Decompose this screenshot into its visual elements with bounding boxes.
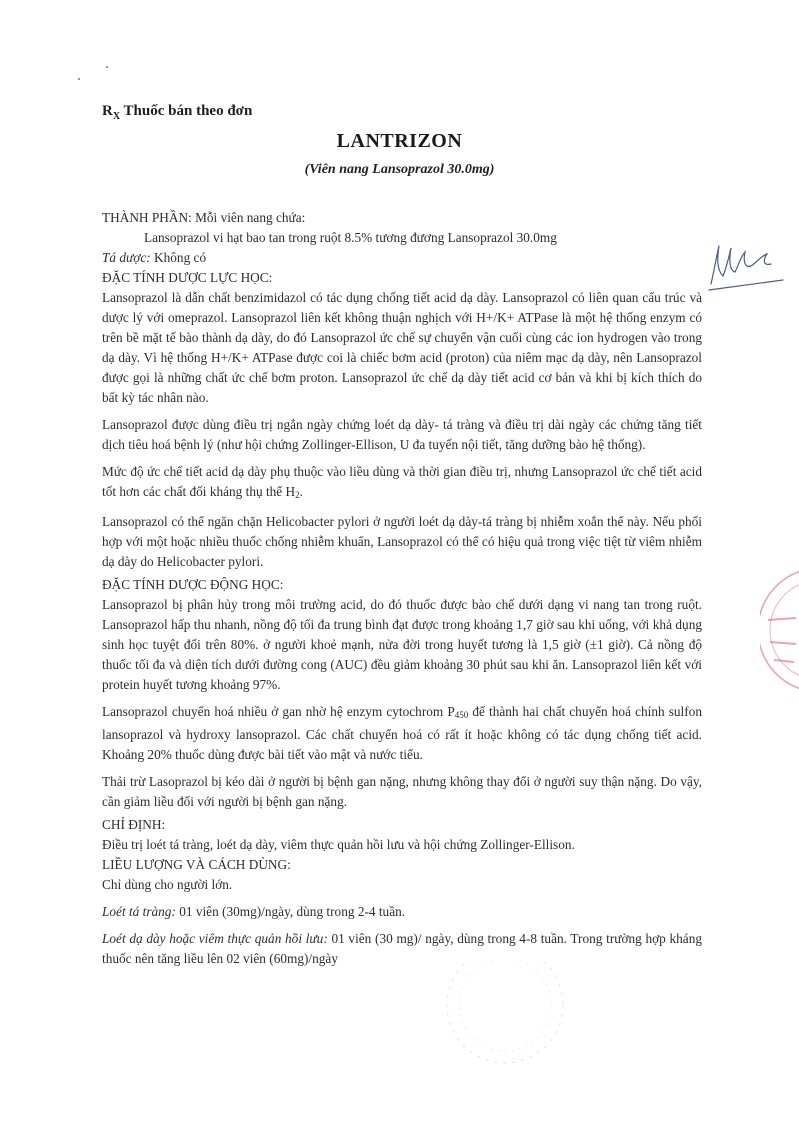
pharmacodynamics-heading: ĐẶC TÍNH DƯỢC LỰC HỌC:: [102, 270, 273, 285]
speck: [78, 78, 80, 80]
dosage-heading: LIỀU LƯỢNG VÀ CÁCH DÙNG:: [102, 857, 291, 872]
product-title: LANTRIZON: [336, 130, 463, 152]
paragraph: Lansoprazol chuyển hoá nhiều ở gan nhờ hệ enzym cytochrom P450 để thành hai chất chuyển hoá chính sulfon lansoprazol và hydroxy lansoprazol. Các chất chuyển hoá có rất ít hoặc không có tác dụng chống tiết acid. Khoảng 20% thuốc dùng được bài tiết vào mật và nước tiểu.: [102, 704, 702, 762]
stamp-icon: [760, 560, 799, 700]
composition-line: Lansoprazol vi hạt bao tan trong ruột 8.5% tương đương Lansoprazol 30.0mg: [144, 230, 557, 245]
paragraph: Điều trị loét tá tràng, loét dạ dày, viêm thực quản hồi lưu và hội chứng Zollinger-Ellison.: [102, 837, 575, 852]
paragraph: Lansoprazol bị phân hủy trong môi trường acid, do đó thuốc được bào chế dưới dạng vi nang tan trong ruột. Lansoprazol hấp thu nhanh, nồng độ tối đa trung bình đạt được trong khoảng 1,7 giờ sau khi uống, với khả dụng sinh học tuyệt đối trên 80%. ở người khoẻ mạnh, nửa đời trong huyết tương là 1,5 giờ (±1 giờ). Cả nồng độ thuốc tối đa và diện tích dưới đường cong (AUC) đều giảm khoảng 30 phút sau khi ăn. Lansoprazol liên kết với protein huyết tương khoảng 97%.: [102, 597, 702, 692]
composition-heading: THÀNH PHẦN: Mỗi viên nang chứa:: [102, 210, 306, 225]
faint-stamp-icon: [440, 960, 570, 1070]
paragraph: Lansoprazol là dẫn chất benzimidazol có tác dụng chống tiết acid dạ dày. Lansoprazol có liên quan cấu trúc và dược lý với omeprazol. Lansoprazol liên kết không thuận nghịch với H+/K+ ATPase là một hệ thống enzym có trên bề mặt tế bào thành dạ dày, do đó Lansoprazol ức chế sự chuyển vận cuối cùng các ion hydrogen vào trong dạ dày. Vì hệ thống H+/K+ ATPase được coi là chiếc bơm acid (proton) của niêm mạc dạ dày, nên Lansoprazol được gọi là những chất ức chế bơm proton. Lansoprazol ức chế dạ dày tiết acid cơ bản và khi bị kích thích do bất kỳ tác nhân nào.: [102, 290, 702, 405]
indications-heading: CHỈ ĐỊNH:: [102, 817, 166, 832]
paragraph: Mức độ ức chế tiết acid dạ dày phụ thuộc vào liều dùng và thời gian điều trị, nhưng Lansoprazol ức chế tiết acid tốt hơn các chất đối kháng thụ thể H2.: [102, 464, 702, 500]
document-body: [102, 208, 702, 976]
pharmacokinetics-heading: ĐẶC TÍNH DƯỢC ĐỘNG HỌC:: [102, 577, 284, 592]
signature-icon: [705, 236, 785, 296]
paragraph: Chỉ dùng cho người lớn.: [102, 877, 233, 892]
speck: [106, 66, 108, 68]
paragraph: Loét tá tràng: 01 viên (30mg)/ngày, dùng trong 2-4 tuần.: [102, 904, 406, 919]
prescription-label: $R_X$ Thuốc bán theo đơn: [102, 103, 253, 122]
paragraph: Loét dạ dày hoặc viêm thực quản hồi lưu: 01 viên (30 mg)/ ngày, dùng trong 4-8 tuần. Trong trường hợp kháng thuốc nên tăng liều lên 02 viên (60mg)/ngày: [102, 931, 702, 966]
excipient-line: Tá dược: Không có: [102, 250, 207, 265]
paragraph: Lansoprazol được dùng điều trị ngắn ngày chứng loét dạ dày- tá tràng và điều trị dài ngày các chứng tăng tiết dịch tiêu hoá bệnh lý (như hội chứng Zollinger-Ellison, U đa tuyến nội tiết, tăng dưỡng bào hệ thống).: [102, 417, 702, 452]
product-subtitle: (Viên nang Lansoprazol 30.0mg): [304, 162, 495, 177]
paragraph: Lansoprazol có thể ngăn chặn Helicobacter pylori ở người loét dạ dày-tá tràng bị nhiễm xoắn thể này. Nếu phối hợp với một hoặc nhiều thuốc chống nhiễm khuẩn, Lansoprazol có thể có hiệu quả trong việc tiệt từ viêm nhiễm dạ dày do Helicobacter pylori.: [102, 514, 702, 569]
paragraph: Thải trừ Lasoprazol bị kéo dài ở người bị bệnh gan nặng, nhưng không thay đổi ở người suy thận nặng. Do vậy, cần giảm liều đối với người bị bệnh gan nặng.: [102, 774, 702, 809]
